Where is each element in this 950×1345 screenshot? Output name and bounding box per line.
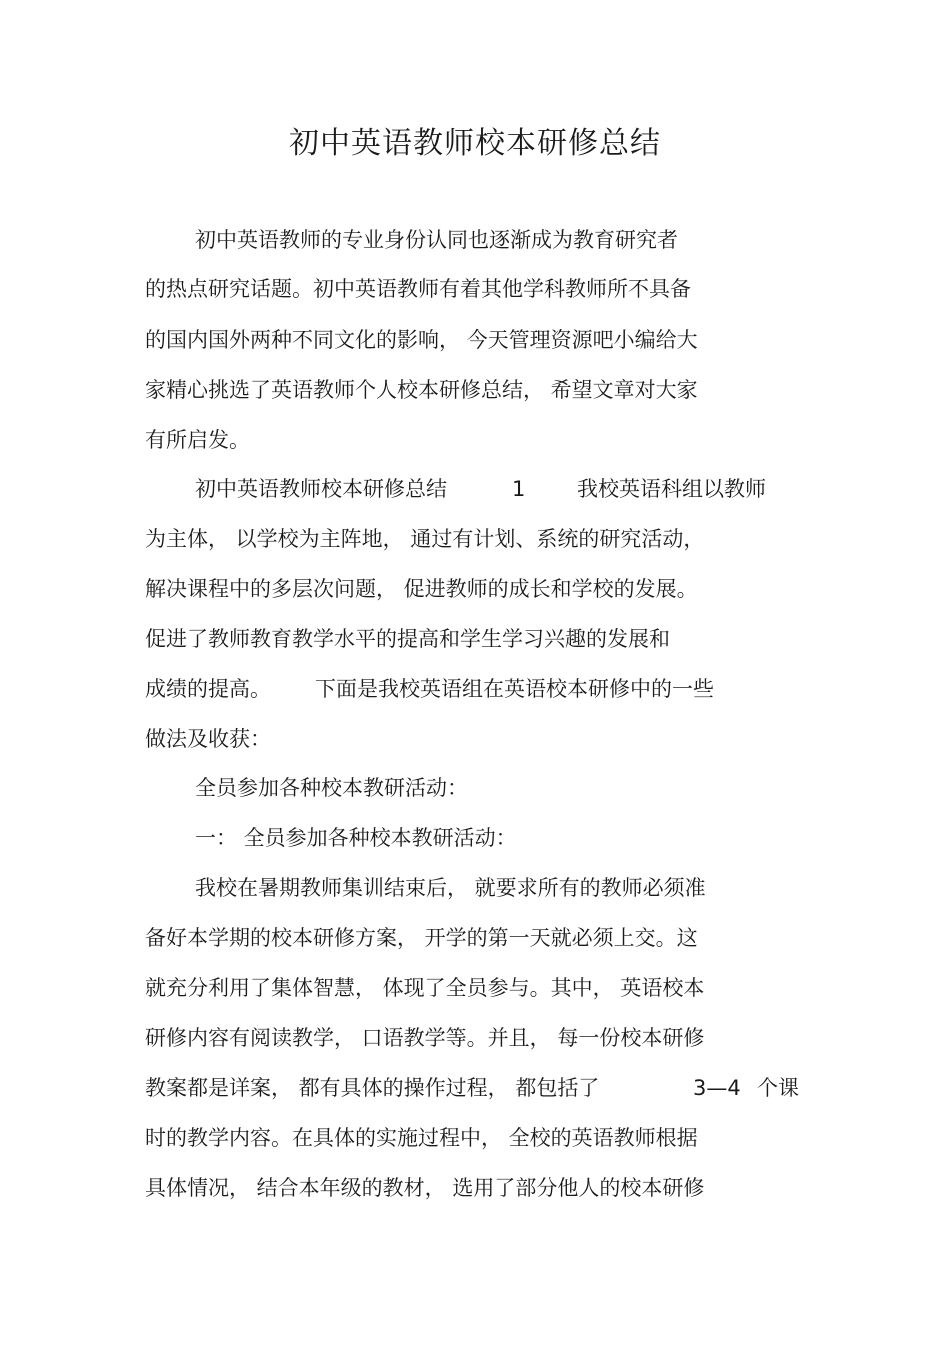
paragraph-line: 时的教学内容。在具体的实施过程中， 全校的英语教师根据 xyxy=(145,1126,698,1150)
section-text: 我校英语科组以教师 xyxy=(577,477,766,501)
line-segment: 成绩的提高。 xyxy=(145,677,271,701)
line-segment: 个课 xyxy=(757,1076,799,1100)
section-number: 1 xyxy=(512,477,526,501)
paragraph-line: 做法及收获： xyxy=(145,727,271,751)
paragraph-line xyxy=(195,474,766,504)
paragraph-line: 为主体， 以学校为主阵地， 通过有计划、系统的研究活动， xyxy=(145,527,705,551)
paragraph-line xyxy=(145,674,714,704)
paragraph-line: 具体情况， 结合本年级的教材， 选用了部分他人的校本研修 xyxy=(145,1176,705,1200)
paragraph-line: 我校在暑期教师集训结束后， 就要求所有的教师必须准 xyxy=(195,876,706,900)
document-title: 初中英语教师校本研修总结 xyxy=(289,126,661,161)
line-segment: 下面是我校英语组在英语校本研修中的一些 xyxy=(315,677,714,701)
paragraph-line: 就充分利用了集体智慧， 体现了全员参与。其中， 英语校本 xyxy=(145,976,705,1000)
paragraph-line: 解决课程中的多层次问题， 促进教师的成长和学校的发展。 xyxy=(145,577,698,601)
line-number: 3—4 xyxy=(693,1076,741,1100)
paragraph-line: 有所启发。 xyxy=(145,428,250,452)
list-heading: 全员参加各种校本教研活动： xyxy=(195,776,468,800)
list-heading: 一： 全员参加各种校本教研活动： xyxy=(195,826,517,850)
paragraph-line: 备好本学期的校本研修方案， 开学的第一天就必须上交。这 xyxy=(145,926,698,950)
line-segment: 教案都是详案， 都有具体的操作过程， 都包括了 xyxy=(145,1076,600,1100)
section-heading: 初中英语教师校本研修总结 xyxy=(195,477,447,501)
paragraph-line: 的热点研究话题。初中英语教师有着其他学科教师所不具备 xyxy=(145,277,691,301)
paragraph-line: 研修内容有阅读教学， 口语教学等。并且， 每一份校本研修 xyxy=(145,1026,705,1050)
paragraph-line xyxy=(145,1073,799,1103)
paragraph-line: 促进了教师教育教学水平的提高和学生学习兴趣的发展和 xyxy=(145,627,670,651)
paragraph-line: 初中英语教师的专业身份认同也逐渐成为教育研究者 xyxy=(195,228,678,252)
paragraph-line: 家精心挑选了英语教师个人校本研修总结， 希望文章对大家 xyxy=(145,378,698,402)
paragraph-line: 的国内国外两种不同文化的影响， 今天管理资源吧小编给大 xyxy=(145,328,698,352)
